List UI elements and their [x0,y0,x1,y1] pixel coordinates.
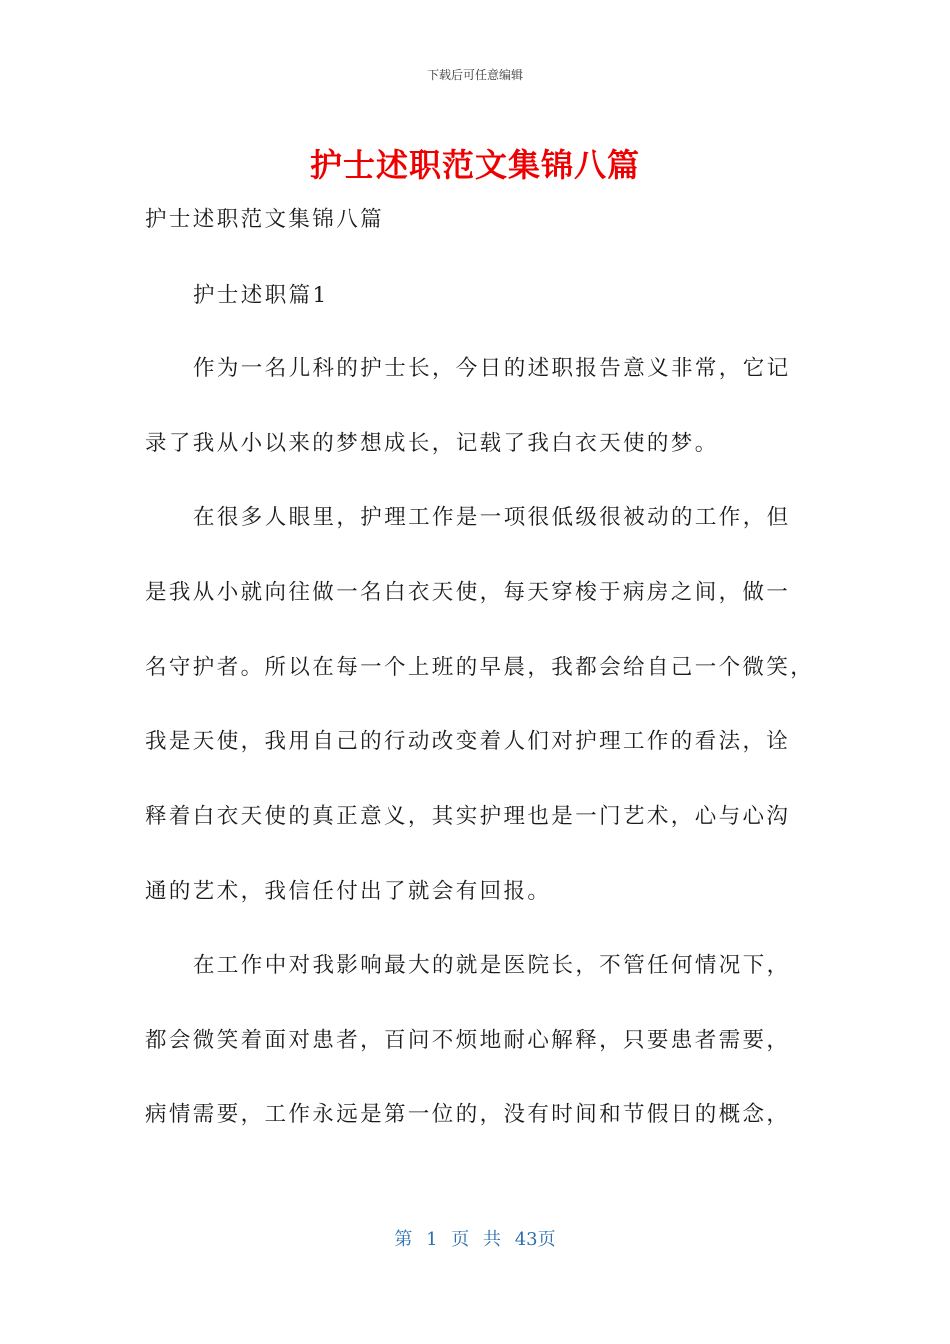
document-title: 护士述职范文集锦八篇 [309,146,640,184]
body-line: 名守护者。所以在每一个上班的早晨，我都会给自己一个微笑， [145,655,815,680]
section-heading: 护士述职篇1 [193,283,329,308]
body-line: 释着白衣天使的真正意义，其实护理也是一门艺术，心与心沟 [145,804,791,829]
header-note: 下载后可任意编辑 [426,68,523,82]
body-line: 在很多人眼里，护理工作是一项很低级很被动的工作，但 [193,505,791,530]
body-line: 我是天使，我用自己的行动改变着人们对护理工作的看法，诠 [145,729,791,754]
body-line: 在工作中对我影响最大的就是医院长，不管任何情况下， [193,953,791,978]
page-footer: 第 1 页 共 43页 [394,1229,556,1250]
body-line: 病情需要，工作永远是第一位的，没有时间和节假日的概念， [145,1102,791,1127]
body-line: 是我从小就向往做一名白衣天使，每天穿梭于病房之间，做一 [145,580,791,605]
body-line: 都会微笑着面对患者，百问不烦地耐心解释，只要患者需要， [145,1028,791,1053]
body-line: 录了我从小以来的梦想成长，记载了我白衣天使的梦。 [145,431,719,456]
body-line: 通的艺术，我信任付出了就会有回报。 [145,879,552,904]
body-line: 作为一名儿科的护士长，今日的述职报告意义非常，它记 [193,356,791,381]
body-line-subtitle: 护士述职范文集锦八篇 [145,207,385,232]
